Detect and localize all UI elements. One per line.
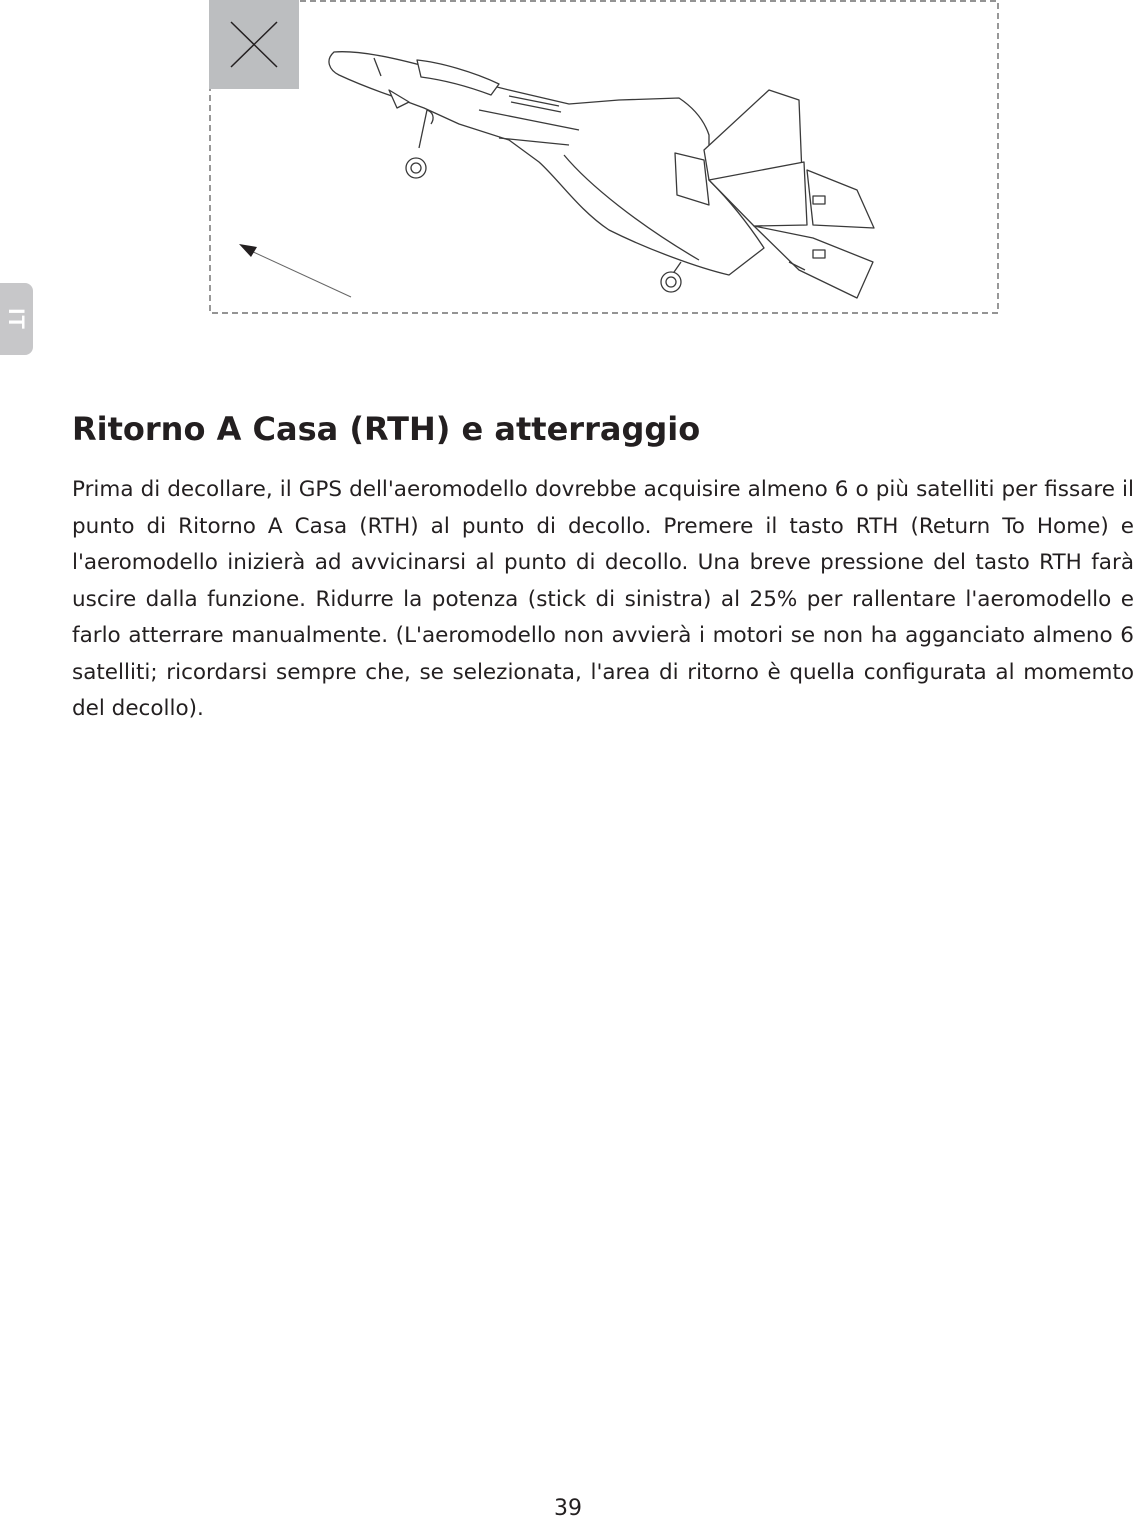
- jet-aircraft-illustration: [329, 52, 874, 298]
- close-icon: [209, 0, 299, 89]
- aircraft-figure-svg: [209, 0, 999, 314]
- page-number: 39: [554, 1496, 582, 1521]
- section-title: Ritorno A Casa (RTH) e atterraggio: [72, 410, 701, 448]
- section-paragraph: Prima di decollare, il GPS dell'aeromodello dovrebbe acquisire almeno 6 o più satelliti per fissare il punto di Ritorno A Casa (RTH) al punto di decollo. Premere il tasto RTH (Return To Home) e l'aeromodello inizierà ad avvicinarsi al punto di decollo. Una breve pressione del tasto RTH farà uscire dalla funzione. Ridurre la potenza (stick di sinistra) al 25% per rallentare l'aeromodello e farlo atterrare manualmente. (L'aeromodello non avvierà i motori se non ha agganciato almeno 6 satelliti; ricordarsi sempre che, se selezionata, l'area di ritorno è quella configurata al momemto del decollo).: [72, 477, 1134, 721]
- aircraft-figure: [209, 0, 999, 314]
- language-tab: [0, 283, 33, 355]
- arrow-icon: [239, 244, 351, 297]
- language-tab-label: IT: [4, 308, 29, 330]
